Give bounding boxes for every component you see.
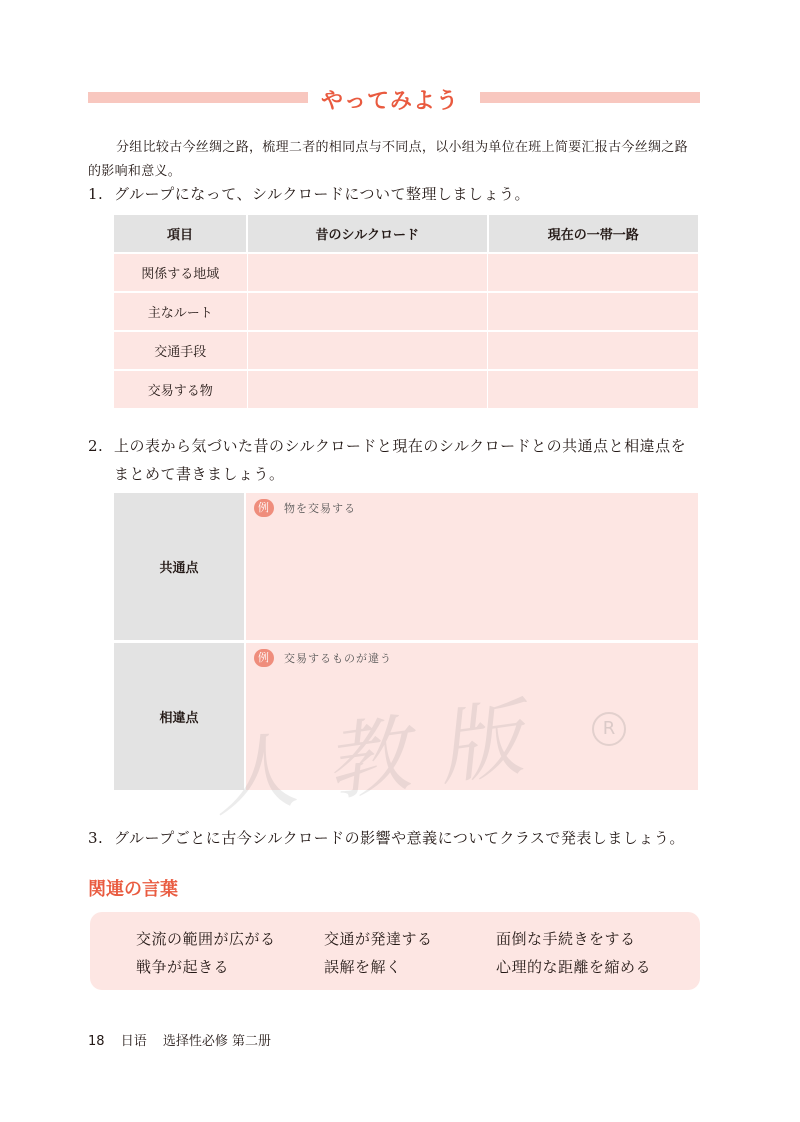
heading-bar-right	[480, 92, 700, 103]
col-header-item: 項目	[114, 215, 247, 253]
cell-old[interactable]	[247, 370, 488, 408]
heading-bar-left	[88, 92, 308, 103]
example-badge: 例	[254, 649, 274, 667]
table-row	[114, 253, 698, 292]
common-answer-cell[interactable]	[246, 493, 698, 640]
related-words-box	[90, 912, 700, 990]
table-row	[114, 292, 698, 331]
footer-subject: 日语	[120, 1034, 147, 1049]
row-label: 関係する地域	[114, 253, 247, 292]
cell-new[interactable]	[488, 253, 699, 292]
table-header-row	[114, 215, 698, 253]
question-3	[88, 824, 685, 852]
common-row	[114, 493, 698, 640]
cell-new[interactable]	[488, 331, 699, 370]
related-word: 誤解を解く	[324, 958, 402, 976]
footer-book: 选择性必修 第二册	[162, 1034, 271, 1049]
registered-mark-icon: R	[592, 712, 626, 746]
question-1-text: グループになって、シルクロードについて整理しましょう。	[114, 185, 531, 203]
col-header-new: 現在の一帯一路	[488, 215, 699, 253]
related-word: 交通が発達する	[324, 930, 433, 948]
cell-old[interactable]	[247, 331, 488, 370]
row-label: 交易する物	[114, 370, 247, 408]
common-example	[254, 499, 356, 517]
table-row	[114, 331, 698, 370]
related-word: 面倒な手続きをする	[496, 930, 636, 948]
related-word: 戦争が起きる	[136, 958, 230, 976]
question-3-number: 3.	[88, 829, 104, 847]
section-heading: やってみよう	[320, 89, 459, 114]
question-2-line1: 上の表から気づいた昔のシルクロードと現在のシルクロードとの共通点と相違点を	[114, 437, 687, 455]
diff-label: 相違点	[114, 643, 244, 790]
table-row	[114, 370, 698, 408]
cell-old[interactable]	[247, 253, 488, 292]
question-2	[88, 432, 686, 488]
publisher-watermark: 人教版	[205, 684, 559, 830]
cell-new[interactable]	[488, 370, 699, 408]
question-2-number: 2.	[88, 437, 104, 455]
example-badge: 例	[254, 499, 274, 517]
page-footer	[88, 1030, 283, 1049]
diff-example	[254, 649, 392, 667]
common-example-text: 物を交易する	[284, 502, 356, 515]
intro-text: 分组比较古今丝绸之路，梳理二者的相同点与不同点，以小组为单位在班上简要汇报古今丝绸之路的影响和意义。	[88, 140, 688, 179]
question-3-text: グループごとに古今シルクロードの影響や意義についてクラスで発表しましょう。	[114, 829, 685, 847]
question-2-line2: まとめて書きましょう。	[114, 465, 285, 483]
cell-new[interactable]	[488, 292, 699, 331]
silkroad-table	[114, 215, 698, 408]
col-header-old: 昔のシルクロード	[247, 215, 488, 253]
row-label: 交通手段	[114, 331, 247, 370]
row-label: 主なルート	[114, 292, 247, 331]
related-words-title: 関連の言葉	[88, 879, 178, 900]
diff-example-text: 交易するものが違う	[284, 652, 392, 665]
page-number: 18	[88, 1034, 105, 1049]
question-1	[88, 180, 530, 208]
common-label: 共通点	[114, 493, 244, 640]
related-word: 心理的な距離を縮める	[496, 958, 652, 976]
question-1-number: 1.	[88, 185, 104, 203]
cell-old[interactable]	[247, 292, 488, 331]
related-word: 交流の範囲が広がる	[136, 930, 276, 948]
